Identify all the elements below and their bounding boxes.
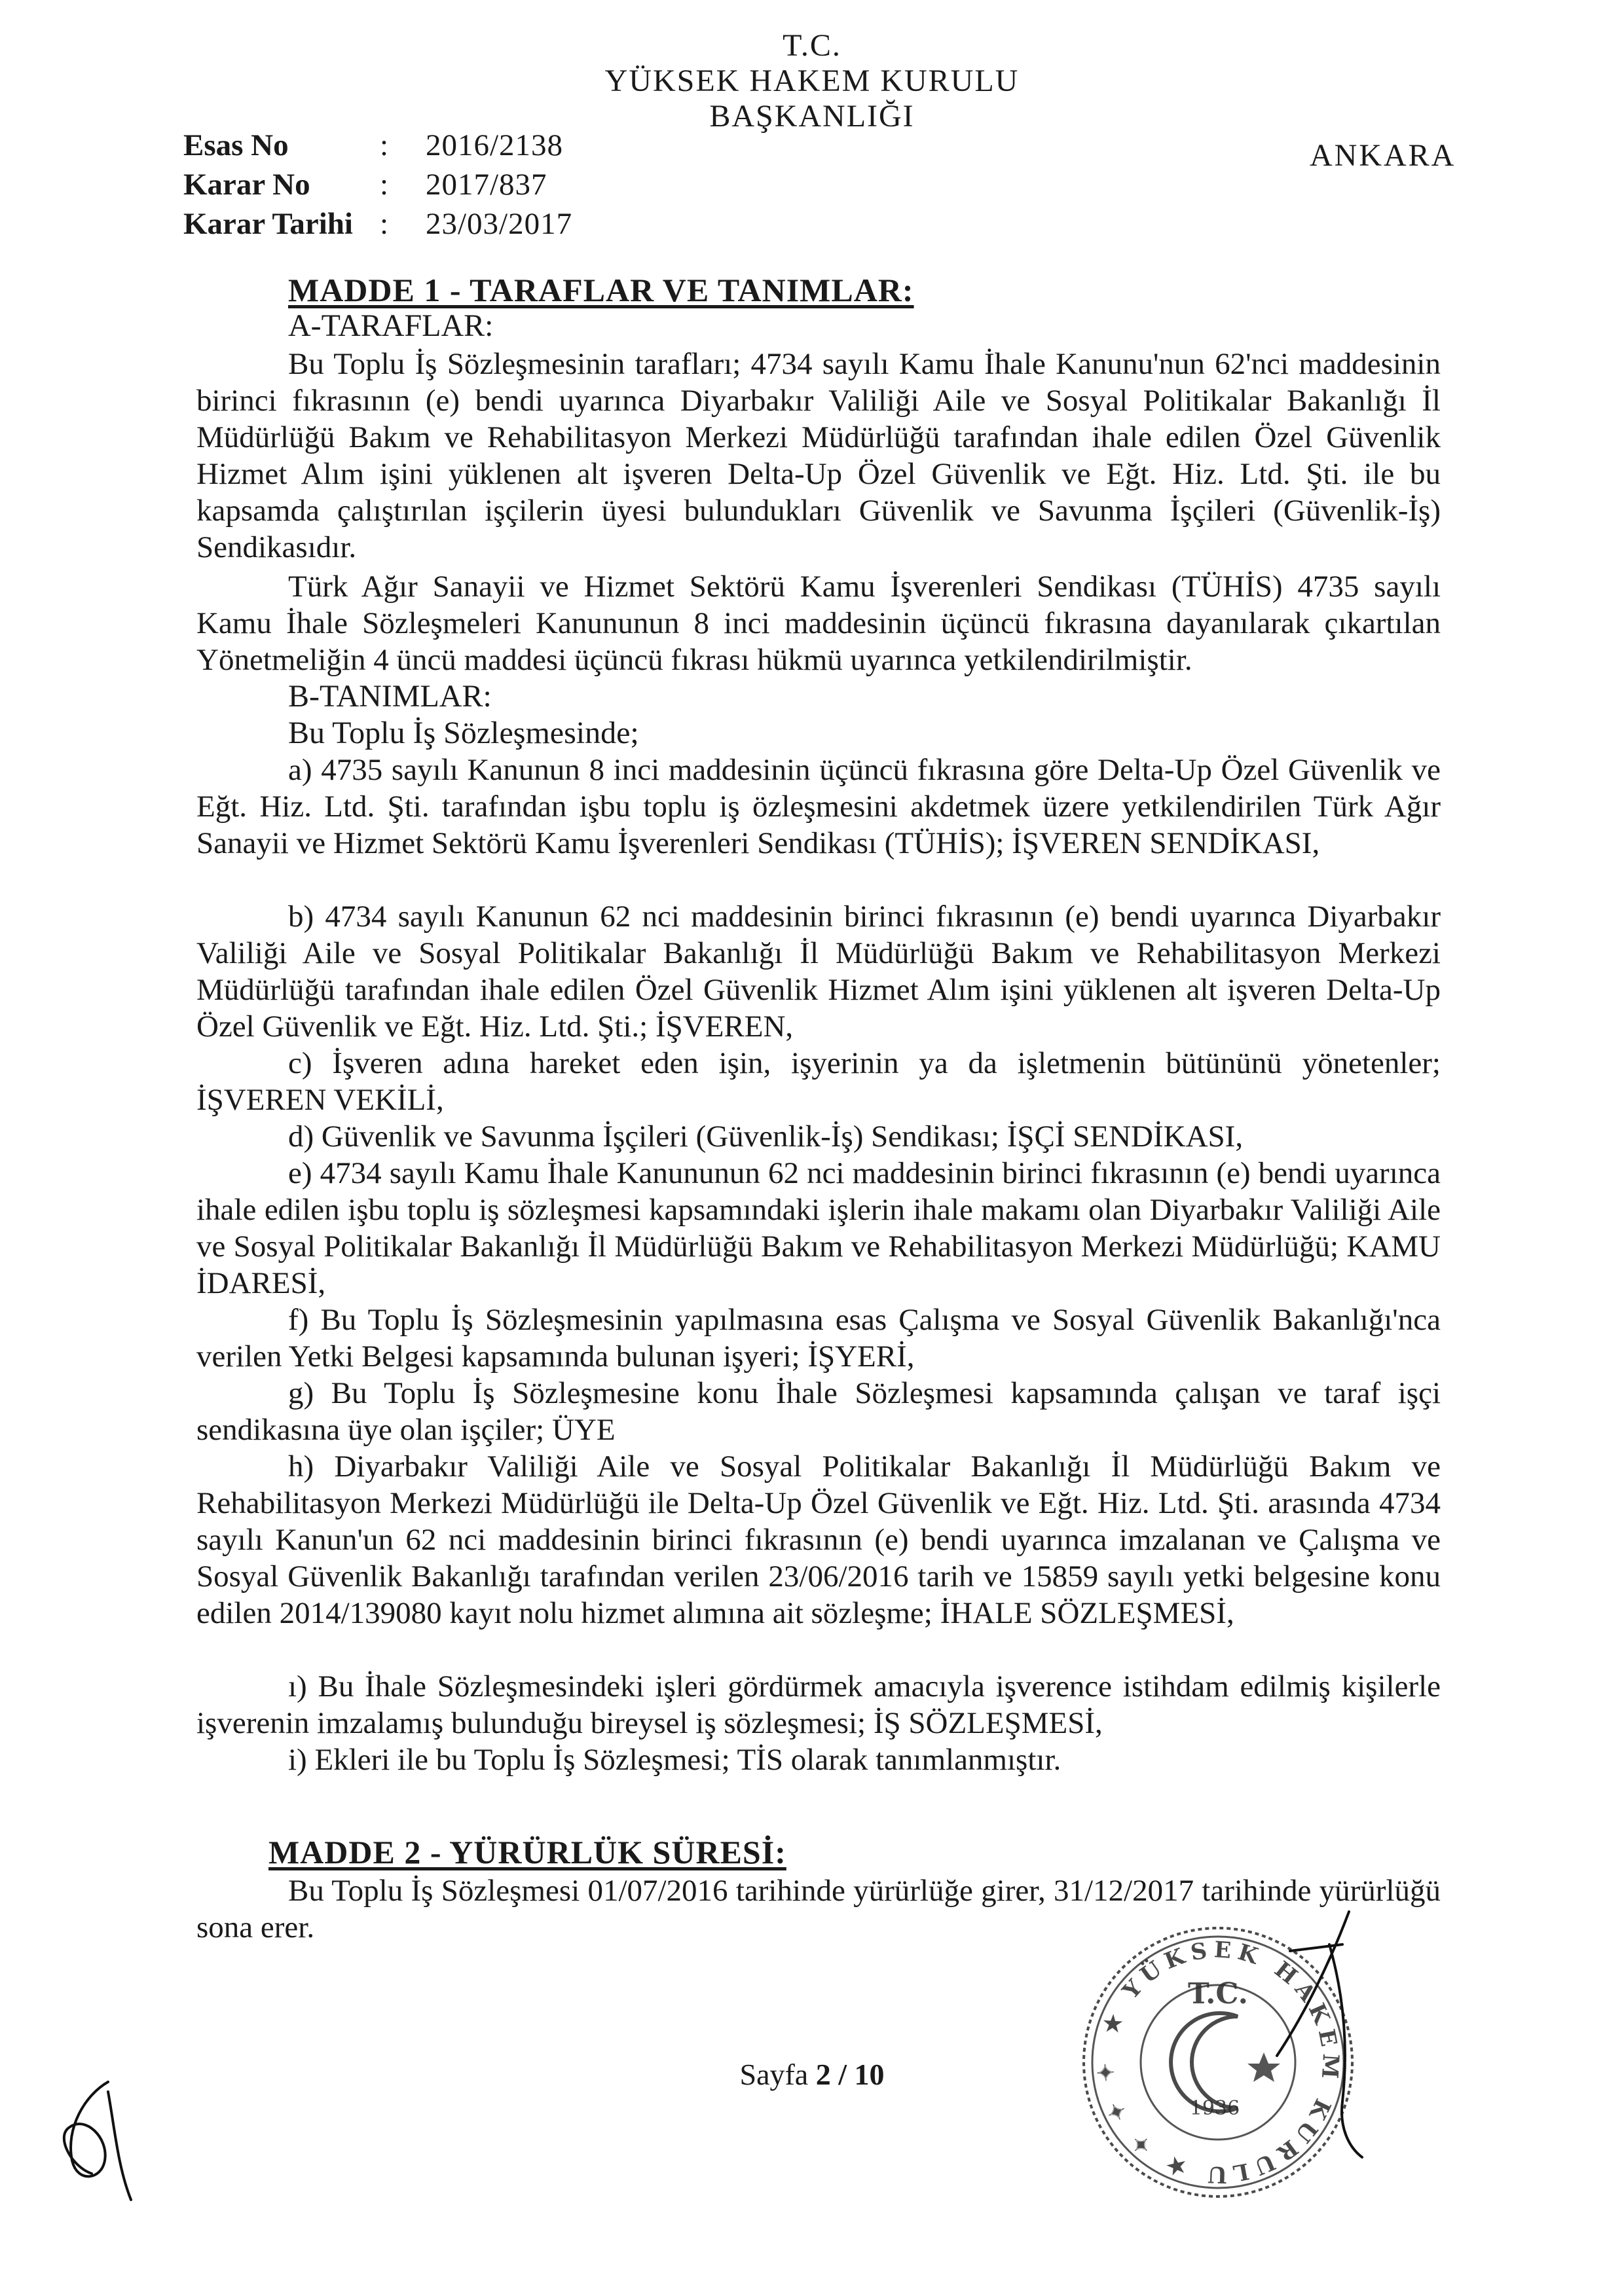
svg-text:1936: 1936 xyxy=(1189,2097,1240,2120)
definition-dotless-i: ı) Bu İhale Sözleşmesindeki işleri gördürmek amacıyla işverence istihdam edilmiş kişilerle işverenin imzalamış bulunduğu bireysel iş sözleşmesi; İŞ SÖZLEŞMESİ, xyxy=(196,1669,1441,1740)
b-tanimlar-title: B-TANIMLAR: xyxy=(288,679,492,714)
definition-g: g) Bu Toplu İş Sözleşmesine konu İhale Sözleşmesi kapsamında çalışan ve taraf işçi sendikasına üye olan işçiler; ÜYE xyxy=(196,1376,1441,1447)
header-city: ANKARA xyxy=(1310,138,1456,173)
definition-a: a) 4735 sayılı Kanunun 8 inci maddesinin üçüncü fıkrasına göre Delta-Up Özel Güvenlik ve Eğt. Hiz. Ltd. Şti. tarafından işbu toplu iş özleşmesini akdetmek üzere yetkilendirilen Türk Ağır Sanayii ve Hizmet Sektörü Kamu İşverenleri Sendikası (TÜHİS); İŞVEREN SENDİKASI, xyxy=(196,753,1441,860)
definition-f: f) Bu Toplu İş Sözleşmesinin yapılmasına esas Çalışma ve Sosyal Güvenlik Bakanlığı'nca verilen Yetki Belgesi kapsamında bulunan işyeri; İŞYERİ, xyxy=(196,1303,1441,1374)
a-paragraph-1: Bu Toplu İş Sözleşmesinin tarafları; 4734 sayılı Kamu İhale Kanunu'nun 62'nci maddesinin birinci fıkrasının (e) bendi uyarınca Diyarbakır Valiliği Aile ve Sosyal Politikalar Bakanlığı İl Müdürlüğü Bakım ve Rehabilitasyon Merkezi Müdürlüğü tarafından ihale edilen Özel Güvenlik Hizmet Alım işini yüklenen alt işveren Delta-Up Özel Güvenlik ve Eğt. Hiz. Ltd. Şti. ile bu kapsamda çalıştırılan işçilerin üyesi bulundukları Güvenlik ve Savunma İşçileri (Güvenlik-İş) Sendikasıdır. xyxy=(196,347,1441,564)
definition-b: b) 4734 sayılı Kanunun 62 nci maddesinin birinci fıkrasının (e) bendi uyarınca Diyarbakır Valiliği Aile ve Sosyal Politikalar Bakanlığı İl Müdürlüğü Bakım ve Rehabilitasyon Merkezi Müdürlüğü tarafından ihale edilen Özel Güvenlik Hizmet Alım işini yüklenen alt işveren Delta-Up Özel Güvenlik ve Eğt. Hiz. Ltd. Şti.; İŞVEREN, xyxy=(196,900,1441,1044)
svg-text:★ YÜKSEK HAKEM KURULU ★ ✦ ✦ ✦: ★ YÜKSEK HAKEM KURULU ★ ✦ ✦ ✦ xyxy=(1092,1937,1344,2188)
meta-row-karar xyxy=(183,165,572,204)
svg-text:T.C.: T.C. xyxy=(1188,1977,1248,2011)
page-prefix: Sayfa xyxy=(739,2058,809,2091)
meta-value: 23/03/2017 xyxy=(426,207,573,241)
meta-value: 2017/837 xyxy=(426,168,547,202)
header-tc: T.C. xyxy=(783,28,841,63)
definition-e: e) 4734 sayılı Kamu İhale Kanununun 62 nci maddesinin birinci fıkrasının (e) bendi uyarınca ihale edilen işbu toplu iş sözleşmesi kapsamındaki işlerin ihale makamı olan Diyarbakır Valiliği Aile ve Sosyal Politikalar Bakanlığı İl Müdürlüğü Bakım ve Rehabilitasyon Merkezi Müdürlüğü; KAMU İDARESİ, xyxy=(196,1156,1441,1300)
madde1-heading: MADDE 1 - TARAFLAR VE TANIMLAR: xyxy=(288,272,914,308)
meta-row-tarih xyxy=(183,204,572,244)
header-institution: YÜKSEK HAKEM KURULU xyxy=(604,64,1020,98)
page-number xyxy=(0,2057,1624,2092)
definition-i: i) Ekleri ile bu Toplu İş Sözleşmesi; TİS olarak tanımlanmıştır. xyxy=(288,1743,1061,1777)
meta-value: 2016/2138 xyxy=(426,128,564,162)
definition-c: c) İşveren adına hareket eden işin, işyerinin ya da işletmenin bütününü yönetenler; İŞVEREN VEKİLİ, xyxy=(196,1046,1441,1117)
meta-row-esas xyxy=(183,126,572,165)
page-count: 2 / 10 xyxy=(815,2058,885,2091)
madde2-paragraph: Bu Toplu İş Sözleşmesi 01/07/2016 tarihinde yürürlüğe girer, 31/12/2017 tarihinde yürürlüğü sona erer. xyxy=(196,1874,1441,1944)
meta-separator: : xyxy=(380,128,389,162)
case-metadata xyxy=(183,126,572,244)
handwritten-signature xyxy=(1257,1905,1369,2160)
meta-label: Karar Tarihi xyxy=(183,207,353,241)
header-presidency: BAŞKANLIĞI xyxy=(709,99,915,134)
madde2-heading xyxy=(268,1833,786,1871)
meta-separator: : xyxy=(380,207,389,241)
b-intro: Bu Toplu İş Sözleşmesinde; xyxy=(288,716,639,750)
meta-label: Esas No xyxy=(183,128,289,162)
definition-h: h) Diyarbakır Valiliği Aile ve Sosyal Politikalar Bakanlığı İl Müdürlüğü Bakım ve Rehabilitasyon Merkezi Müdürlüğü ile Delta-Up Özel Güvenlik ve Eğt. Hiz. Ltd. Şti. arasında 4734 sayılı Kanun'un 62 nci maddesinin birinci fıkrasının (e) bendi uyarınca imzalanan ve Çalışma ve Sosyal Güvenlik Bakanlığı tarafından verilen 23/06/2016 tarih ve 15859 sayılı yetki belgesine konu edilen 2014/139080 kayıt nolu hizmet alımına ait sözleşme; İHALE SÖZLEŞMESİ, xyxy=(196,1449,1441,1630)
meta-label: Karar No xyxy=(183,168,310,202)
meta-separator: : xyxy=(380,168,389,202)
definition-d: d) Güvenlik ve Savunma İşçileri (Güvenlik-İş) Sendikası; İŞÇİ SENDİKASI, xyxy=(288,1120,1244,1154)
madde2-heading-text: MADDE 2 - YÜRÜRLÜK SÜRESİ: xyxy=(268,1834,786,1870)
a-taraflar-title: A-TARAFLAR: xyxy=(288,308,494,343)
a-paragraph-2: Türk Ağır Sanayii ve Hizmet Sektörü Kamu İşverenleri Sendikası (TÜHİS) 4735 sayılı Kamu İhale Sözleşmeleri Kanununun 8 inci maddesinin üçüncü fıkrasına dayanılarak çıkartılan Yönetmeliğin 4 üncü maddesi üçüncü fıkrası hükmü uyarınca yetkilendirilmiştir. xyxy=(196,570,1441,677)
